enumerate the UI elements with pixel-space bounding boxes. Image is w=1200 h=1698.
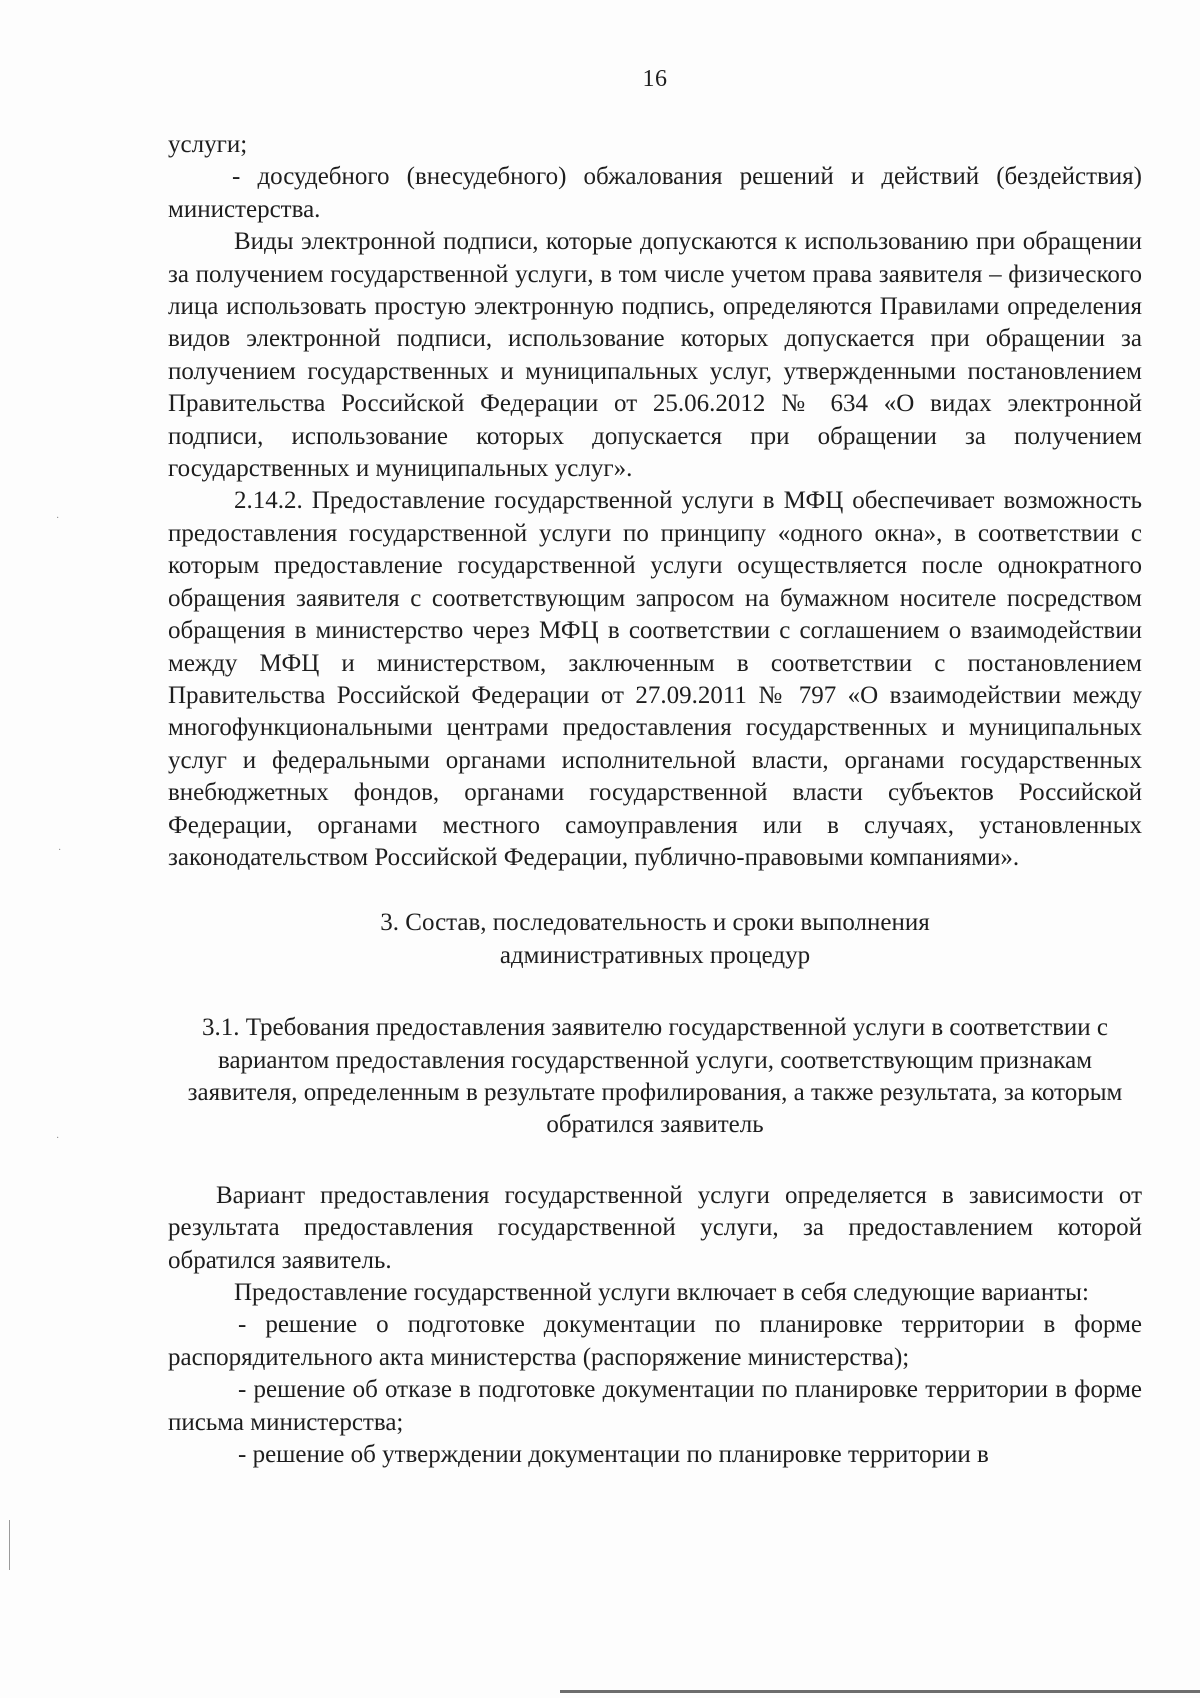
paragraph: - досудебного (внесудебного) обжалования решений и действий (бездействия) министерства. [168,163,1142,223]
section-heading [168,907,1142,972]
scan-mark: · [58,845,62,856]
paragraph: Виды электронной подписи, которые допускаются к использованию при обращении за получением государственной услуги, в том числе учетом права заявителя – физического лица использовать простую электронную подпись, определяются Правилами определения видов электронной подписи, использование которых допускается при обращении за получением государственных и муниципальных услуг, утвержденными постановлением Правительства Российской Федерации от 25.06.2012 № 634 «О видах электронной подписи, использование которых допускается при обращении за получением государственных и муниципальных услуг». [168,228,1142,483]
paragraph: 2.14.2. Предоставление государственной услуги в МФЦ обеспечивает возможность предоставления государственной услуги по принципу «одного окна», в соответствии с которым предоставление государственной услуги осуществляется после однократного обращения заявителя с соответствующим запросом на бумажном носителе посредством обращения в министерство через МФЦ в соответствии с соглашением о взаимодействии между МФЦ и министерством, заключенным в соответствии с постановлением Правительства Российской Федерации от 27.09.2011 № 797 «О взаимодействии между многофункциональными центрами предоставления государственных и муниципальных услуг и федеральными органами исполнительной власти, органами государственных внебюджетных фондов, органами государственной власти субъектов Российской Федерации, органами местного самоуправления или в случаях, установленных законодательством Российской Федерации, публично-правовыми компаниями». [168,487,1142,871]
page-bottom-edge [560,1690,1200,1693]
page-number: 16 [642,66,668,92]
list-item: - решение об утверждении документации по планировке территории в [238,1441,989,1469]
document-body [168,129,1142,1471]
scan-edge-line [9,1520,10,1570]
list-item: - решение об отказе в подготовке документации по планировке территории в форме письма министерства; [168,1376,1142,1436]
scan-mark: · [56,1133,60,1144]
section-heading-line: административных процедур [499,941,811,969]
section-heading-line: 3. Состав, последовательность и сроки выполнения [380,909,930,937]
paragraph: Вариант предоставления государственной услуги определяется в зависимости от результата предоставления государственной услуги, за предоставлением которой обратился заявитель. [168,1181,1142,1274]
list-item: - решение о подготовке документации по планировке территории в форме распорядительного акта министерства (распоряжение министерства); [168,1311,1142,1371]
paragraph: Предоставление государственной услуги включает в себя следующие варианты: [234,1279,1089,1306]
paragraph: услуги; [168,131,248,158]
subsection-heading: 3.1. Требования предоставления заявителю государственной услуги в соответствии с вариантом предоставления государственной услуги, соответствующим признакам заявителя, определенным в результате профилирования, а также результата, за которым обратился заявитель [187,1014,1123,1139]
scan-mark: · [56,513,60,524]
